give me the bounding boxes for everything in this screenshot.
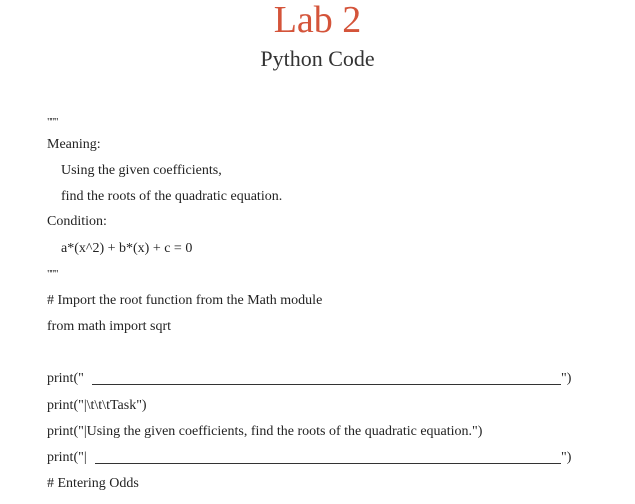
page-subtitle: Python Code <box>260 46 375 71</box>
print-line-2: print("|\t\t\tTask") <box>47 398 147 413</box>
meaning-line-1: Using the given coefficients, <box>61 163 222 178</box>
underline-rule-1 <box>92 384 561 385</box>
print-line-1-open: print(" <box>47 371 84 386</box>
equation-line: a*(x^2) + b*(x) + c = 0 <box>61 241 193 256</box>
print-line-4-close: ") <box>561 450 572 465</box>
docstring-open: """ <box>47 116 58 128</box>
entering-odds-comment: # Entering Odds <box>47 476 139 491</box>
page-title: Lab 2 <box>273 0 362 41</box>
condition-label: Condition: <box>47 214 107 229</box>
meaning-label: Meaning: <box>47 137 101 152</box>
print-line-1-close: ") <box>561 371 572 386</box>
import-comment: # Import the root function from the Math module <box>47 293 323 308</box>
print-line-3: print("|Using the given coefficients, find the roots of the quadratic equation.") <box>47 424 483 439</box>
underline-rule-2 <box>95 463 561 464</box>
docstring-close: """ <box>47 268 58 280</box>
print-line-4-open: print("| <box>47 450 87 465</box>
import-statement: from math import sqrt <box>47 319 172 334</box>
meaning-line-2: find the roots of the quadratic equation. <box>61 189 283 204</box>
